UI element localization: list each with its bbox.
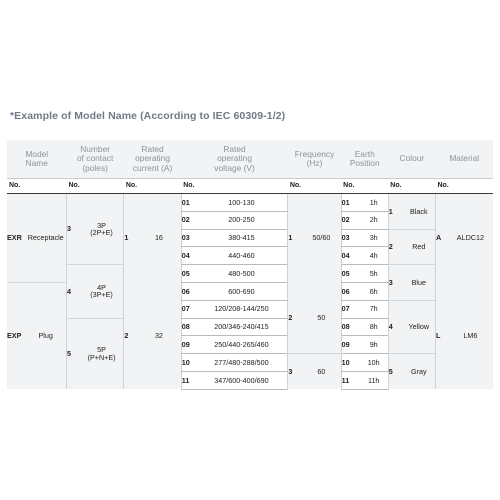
voltage-value: 480-500 [196,265,288,283]
header-voltage: Rated operating voltage (V) [181,140,288,179]
colour-value: Black [403,194,436,230]
voltage-value: 100-130 [196,194,288,212]
no-label: No. [288,179,341,194]
header-earth: Earth Position [341,140,388,179]
current-value: 16 [137,194,181,283]
frequency-value: 50/60 [302,194,341,283]
voltage-code: 04 [181,247,195,265]
no-label-row [7,179,493,194]
material-value: ALDC12 [448,194,493,283]
no-label: No. [124,179,181,194]
header-material: Material [435,140,493,179]
voltage-code: 08 [181,318,195,336]
header-frequency: Frequency (Hz) [288,140,341,179]
header-current: Rated operating current (A) [124,140,181,179]
frequency-value: 60 [302,354,341,390]
contact-label: 4P (3P+E) [80,265,124,318]
model-code: EXP [7,282,25,389]
no-label: No. [341,179,388,194]
earth-code: 04 [341,247,359,265]
voltage-code: 09 [181,336,195,354]
header-row [7,140,493,179]
model-name: Plug [25,282,66,389]
table-row [7,265,493,283]
voltage-value: 600-690 [196,282,288,300]
voltage-value: 120/208-144/250 [196,300,288,318]
earth-value: 9h [360,336,389,354]
earth-code: 09 [341,336,359,354]
current-code: 2 [124,282,137,389]
voltage-value: 250/440-265/460 [196,336,288,354]
voltage-code: 06 [181,282,195,300]
contact-code: 3 [66,194,79,265]
voltage-value: 347/600-400/690 [196,371,288,389]
material-code: L [435,282,447,389]
material-value: LM6 [448,282,493,389]
frequency-value: 50 [302,282,341,353]
material-code: A [435,194,447,283]
earth-code: 02 [341,211,359,229]
earth-value: 5h [360,265,389,283]
earth-value: 6h [360,282,389,300]
frequency-code: 2 [288,282,302,353]
earth-value: 8h [360,318,389,336]
voltage-code: 03 [181,229,195,247]
current-value: 32 [137,282,181,389]
contact-label: 3P (2P+E) [80,194,124,265]
voltage-value: 277/480-288/500 [196,354,288,372]
colour-code: 4 [388,300,402,353]
colour-code: 1 [388,194,402,230]
voltage-value: 200-250 [196,211,288,229]
colour-code: 2 [388,229,402,265]
voltage-value: 440-460 [196,247,288,265]
voltage-value: 380-415 [196,229,288,247]
model-code: EXR [7,194,25,283]
voltage-code: 10 [181,354,195,372]
page-title: *Example of Model Name (According to IEC 60309-1/2) [10,110,286,122]
earth-code: 11 [341,371,359,389]
frequency-code: 3 [288,354,302,390]
earth-code: 08 [341,318,359,336]
earth-value: 2h [360,211,389,229]
model-name-table [7,140,493,390]
colour-value: Yellow [403,300,436,353]
frequency-code: 1 [288,194,302,283]
model-name: Receptacle [25,194,66,283]
colour-code: 3 [388,265,402,301]
header-contacts: Number of contact (poles) [66,140,123,179]
contact-code: 4 [66,265,79,318]
voltage-code: 11 [181,371,195,389]
no-label: No. [7,179,66,194]
voltage-value: 200/346-240/415 [196,318,288,336]
earth-value: 4h [360,247,389,265]
earth-value: 1h [360,194,389,212]
earth-value: 11h [360,371,389,389]
voltage-code: 07 [181,300,195,318]
header-model-name: Model Name [7,140,66,179]
current-code: 1 [124,194,137,283]
earth-code: 05 [341,265,359,283]
header-colour: Colour [388,140,435,179]
earth-value: 3h [360,229,389,247]
earth-code: 06 [341,282,359,300]
no-label: No. [66,179,123,194]
voltage-code: 01 [181,194,195,212]
earth-value: 10h [360,354,389,372]
earth-code: 03 [341,229,359,247]
earth-code: 10 [341,354,359,372]
earth-value: 7h [360,300,389,318]
contact-code: 5 [66,318,79,389]
earth-code: 01 [341,194,359,212]
colour-value: Red [403,229,436,265]
contact-label: 5P (P+N+E) [80,318,124,389]
no-label: No. [435,179,493,194]
table-row [7,194,493,212]
voltage-code: 02 [181,211,195,229]
colour-code: 5 [388,354,402,390]
no-label: No. [388,179,435,194]
voltage-code: 05 [181,265,195,283]
colour-value: Blue [403,265,436,301]
no-label: No. [181,179,288,194]
earth-code: 07 [341,300,359,318]
colour-value: Gray [403,354,436,390]
